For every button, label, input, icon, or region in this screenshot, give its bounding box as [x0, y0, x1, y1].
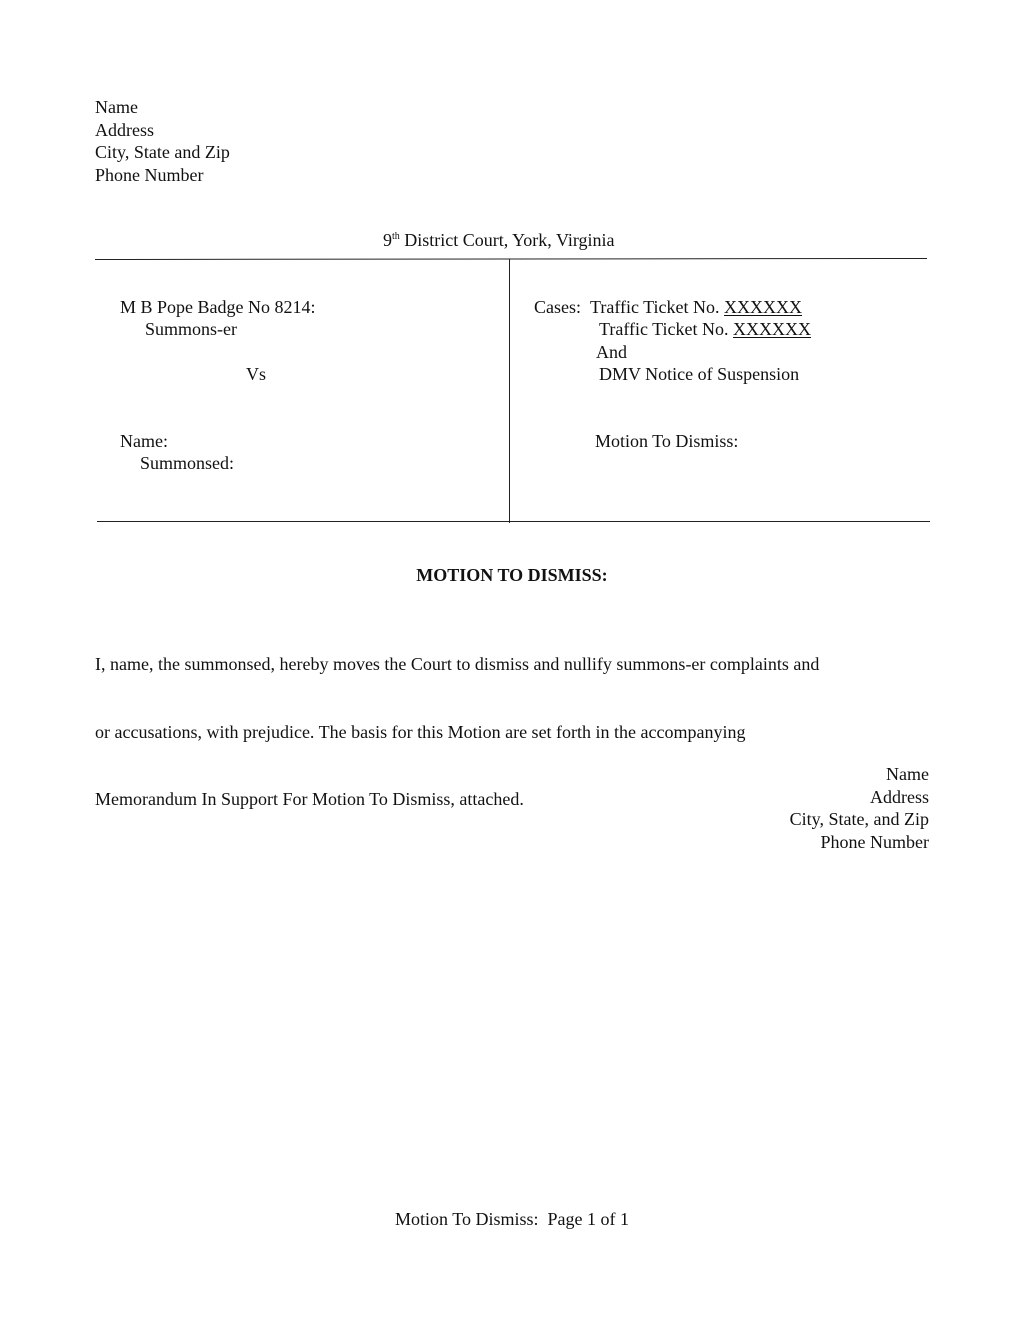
motion-body-line-2: or accusations, with prejudice. The basis for this Motion are set forth in the accompanying: [95, 721, 746, 742]
signature-block: [600, 763, 929, 853]
caption-versus: Vs: [246, 364, 267, 384]
sender-name: Name: [95, 97, 138, 117]
signature-phone: Phone Number: [820, 831, 929, 852]
ticket1-number: XXXXXX: [724, 297, 803, 317]
caption-party2-role: Summonsed:: [140, 453, 235, 473]
motion-body-line-3: Memorandum In Support For Motion To Dismiss, attached.: [95, 789, 524, 809]
motion-body-line-1: I, name, the summonsed, hereby moves the Court to dismiss and nullify summons-er complaints and: [95, 654, 820, 674]
cases-label: Cases:: [534, 297, 581, 317]
caption-cases-line2: [599, 318, 811, 341]
caption-divider: [509, 259, 510, 523]
ticket2-prefix: Traffic Ticket No.: [599, 319, 729, 339]
signature-address: Address: [870, 786, 929, 807]
signature-city-state-zip: City, State, and Zip: [789, 809, 929, 829]
sender-phone: Phone Number: [95, 164, 204, 185]
ticket1-prefix: Traffic Ticket No.: [590, 297, 720, 317]
motion-heading: MOTION TO DISMISS:: [416, 565, 608, 585]
sender-block: [95, 96, 230, 186]
court-ordinal-number: 9: [383, 230, 392, 250]
caption-party2: Name:: [120, 431, 168, 451]
page-footer: Motion To Dismiss: Page 1 of 1: [395, 1209, 629, 1229]
caption-party1: M B Pope Badge No 8214:: [120, 297, 316, 317]
caption-dmv-notice: DMV Notice of Suspension: [599, 364, 800, 384]
caption-cases-line1: [534, 296, 802, 319]
caption-motion-label: Motion To Dismiss:: [595, 431, 739, 451]
signature-name: Name: [886, 764, 929, 784]
ticket2-number: XXXXXX: [733, 319, 812, 339]
court-name: District Court, York, Virginia: [399, 230, 615, 250]
caption-and: And: [596, 342, 627, 362]
caption-party1-role: Summons-er: [145, 319, 237, 339]
caption-top-rule: [95, 258, 927, 260]
court-ordinal-suffix: th: [392, 231, 400, 242]
sender-address: Address: [95, 119, 154, 140]
court-heading: [383, 229, 615, 252]
sender-city-state-zip: City, State and Zip: [95, 142, 230, 162]
caption-bottom-rule: [97, 521, 930, 522]
